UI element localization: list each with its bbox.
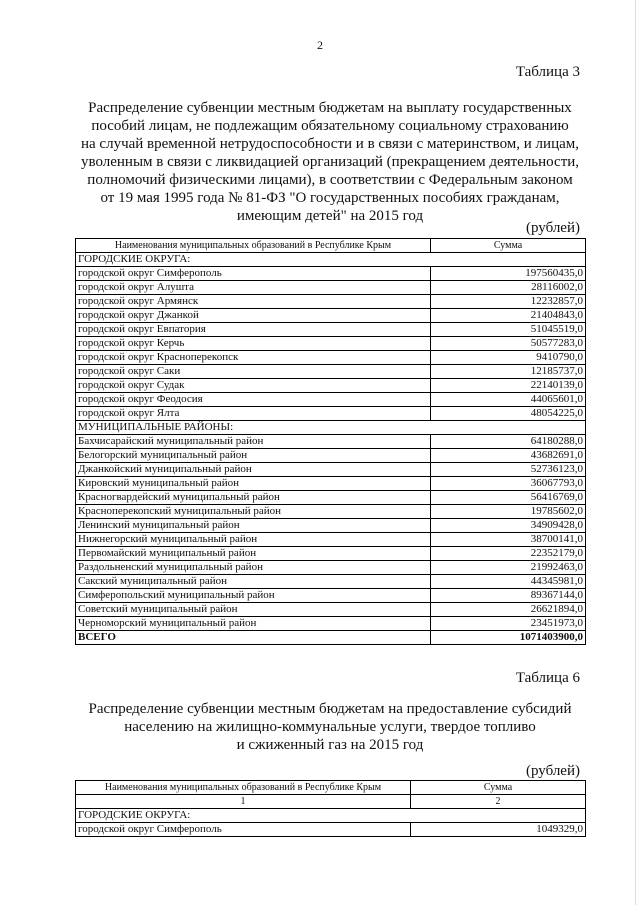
- amount-value: 52736123,0: [431, 463, 586, 477]
- section-label: ГОРОДСКИЕ ОКРУГА:: [76, 253, 586, 267]
- table6: [75, 780, 586, 837]
- amount-value: 1049329,0: [411, 823, 586, 837]
- amount-value: 64180288,0: [431, 435, 586, 449]
- page-number: 2: [317, 38, 323, 52]
- table-row: [76, 561, 586, 575]
- amount-value: 12232857,0: [431, 295, 586, 309]
- table-row: [76, 533, 586, 547]
- table-row: [76, 351, 586, 365]
- amount-value: 50577283,0: [431, 337, 586, 351]
- amount-value: 21992463,0: [431, 561, 586, 575]
- municipality-name: городской округ Армянск: [76, 295, 431, 309]
- section-label: ГОРОДСКИЕ ОКРУГА:: [76, 809, 586, 823]
- heading-line: Распределение субвенции местным бюджетам на выплату государственных: [88, 100, 572, 116]
- heading-line: пособий лицам, не подлежащим обязательному социальному страхованию: [91, 118, 569, 134]
- table-row: [76, 823, 586, 837]
- amount-value: 23451973,0: [431, 617, 586, 631]
- section-row: [76, 809, 586, 823]
- table-row: [76, 337, 586, 351]
- table3-units: (рублей): [525, 220, 580, 236]
- municipality-name: Кировский муниципальный район: [76, 477, 431, 491]
- table-row: [76, 407, 586, 421]
- municipality-name: городской округ Феодосия: [76, 393, 431, 407]
- municipality-name: городской округ Ялта: [76, 407, 431, 421]
- section-row: [76, 421, 586, 435]
- municipality-name: Белогорский муниципальный район: [76, 449, 431, 463]
- amount-value: 36067793,0: [431, 477, 586, 491]
- page-edge: [635, 0, 636, 905]
- amount-value: 38700141,0: [431, 533, 586, 547]
- table-row: [76, 435, 586, 449]
- amount-value: 12185737,0: [431, 365, 586, 379]
- amount-value: 51045519,0: [431, 323, 586, 337]
- total-row: [76, 631, 586, 645]
- municipality-name: Нижнегорский муниципальный район: [76, 533, 431, 547]
- municipality-name: городской округ Алушта: [76, 281, 431, 295]
- table-row: [76, 295, 586, 309]
- municipality-name: Раздольненский муниципальный район: [76, 561, 431, 575]
- amount-value: 22352179,0: [431, 547, 586, 561]
- table-row: [76, 309, 586, 323]
- table-row: [76, 547, 586, 561]
- table-row: [76, 477, 586, 491]
- table6-heading: [70, 700, 590, 754]
- table3-label: Таблица 3: [515, 64, 580, 80]
- heading-line: имеющим детей" на 2015 год: [236, 208, 424, 224]
- amount-value: 44345981,0: [431, 575, 586, 589]
- amount-value: 48054225,0: [431, 407, 586, 421]
- municipality-name: городской округ Симферополь: [76, 267, 431, 281]
- heading-line: уволенным в связи с ликвидацией организаций (прекращением деятельности,: [80, 154, 580, 170]
- municipality-name: городской округ Красноперекопск: [76, 351, 431, 365]
- table-row: [76, 617, 586, 631]
- table-row: [76, 281, 586, 295]
- amount-value: 34909428,0: [431, 519, 586, 533]
- amount-value: 43682691,0: [431, 449, 586, 463]
- table-row: [76, 505, 586, 519]
- municipality-name: Советский муниципальный район: [76, 603, 431, 617]
- table6-label: Таблица 6: [515, 670, 580, 686]
- table-row: [76, 603, 586, 617]
- table6-units: (рублей): [525, 763, 580, 779]
- amount-value: 197560435,0: [431, 267, 586, 281]
- municipality-name: Ленинский муниципальный район: [76, 519, 431, 533]
- table-row: [76, 379, 586, 393]
- column-number-2: 2: [411, 795, 586, 809]
- heading-line: на случай временной нетрудоспособности и в связи с материнством, и лицам,: [80, 136, 579, 152]
- table-row: [76, 491, 586, 505]
- table-row: [76, 589, 586, 603]
- municipality-name: Красноперекопский муниципальный район: [76, 505, 431, 519]
- table-header-row: [76, 781, 586, 795]
- amount-value: 44065601,0: [431, 393, 586, 407]
- total-label: ВСЕГО: [76, 631, 431, 645]
- table-row: [76, 365, 586, 379]
- amount-value: 26621894,0: [431, 603, 586, 617]
- table-row: [76, 393, 586, 407]
- table-header-row: [76, 239, 586, 253]
- section-row: [76, 253, 586, 267]
- amount-value: 89367144,0: [431, 589, 586, 603]
- column-header-sum: Сумма: [411, 781, 586, 795]
- heading-line: полномочий физическими лицами), в соответствии с Федеральным законом: [87, 172, 573, 188]
- heading-line: Распределение субвенции местным бюджетам на предоставление субсидий: [88, 701, 572, 717]
- heading-line: населению на жилищно-коммунальные услуги, твердое топливо: [124, 719, 536, 735]
- table3: [75, 238, 586, 645]
- municipality-name: городской округ Судак: [76, 379, 431, 393]
- column-header-name: Наименования муниципальных образований в Республике Крым: [76, 239, 431, 253]
- municipality-name: городской округ Саки: [76, 365, 431, 379]
- municipality-name: городской округ Джанкой: [76, 309, 431, 323]
- table-row: [76, 267, 586, 281]
- municipality-name: Черноморский муниципальный район: [76, 617, 431, 631]
- column-header-sum: Сумма: [431, 239, 586, 253]
- heading-line: от 19 мая 1995 года № 81-ФЗ "О государственных пособиях гражданам,: [100, 190, 560, 206]
- table-column-numbers-row: [76, 795, 586, 809]
- municipality-name: Сакский муниципальный район: [76, 575, 431, 589]
- amount-value: 22140139,0: [431, 379, 586, 393]
- municipality-name: Симферопольский муниципальный район: [76, 589, 431, 603]
- amount-value: 28116002,0: [431, 281, 586, 295]
- table-row: [76, 519, 586, 533]
- heading-line: и сжиженный газ на 2015 год: [236, 737, 424, 753]
- table-row: [76, 575, 586, 589]
- municipality-name: Первомайский муниципальный район: [76, 547, 431, 561]
- amount-value: 9410790,0: [431, 351, 586, 365]
- municipality-name: Джанкойский муниципальный район: [76, 463, 431, 477]
- table-row: [76, 463, 586, 477]
- amount-value: 21404843,0: [431, 309, 586, 323]
- total-amount: 1071403900,0: [431, 631, 586, 645]
- amount-value: 19785602,0: [431, 505, 586, 519]
- table-row: [76, 449, 586, 463]
- column-header-name: Наименования муниципальных образований в Республике Крым: [76, 781, 411, 795]
- municipality-name: городской округ Керчь: [76, 337, 431, 351]
- table-row: [76, 323, 586, 337]
- municipality-name: городской округ Симферополь: [76, 823, 411, 837]
- table3-heading: [70, 99, 590, 225]
- amount-value: 56416769,0: [431, 491, 586, 505]
- section-label: МУНИЦИПАЛЬНЫЕ РАЙОНЫ:: [76, 421, 586, 435]
- column-number-1: 1: [76, 795, 411, 809]
- municipality-name: Красногвардейский муниципальный район: [76, 491, 431, 505]
- municipality-name: городской округ Евпатория: [76, 323, 431, 337]
- municipality-name: Бахчисарайский муниципальный район: [76, 435, 431, 449]
